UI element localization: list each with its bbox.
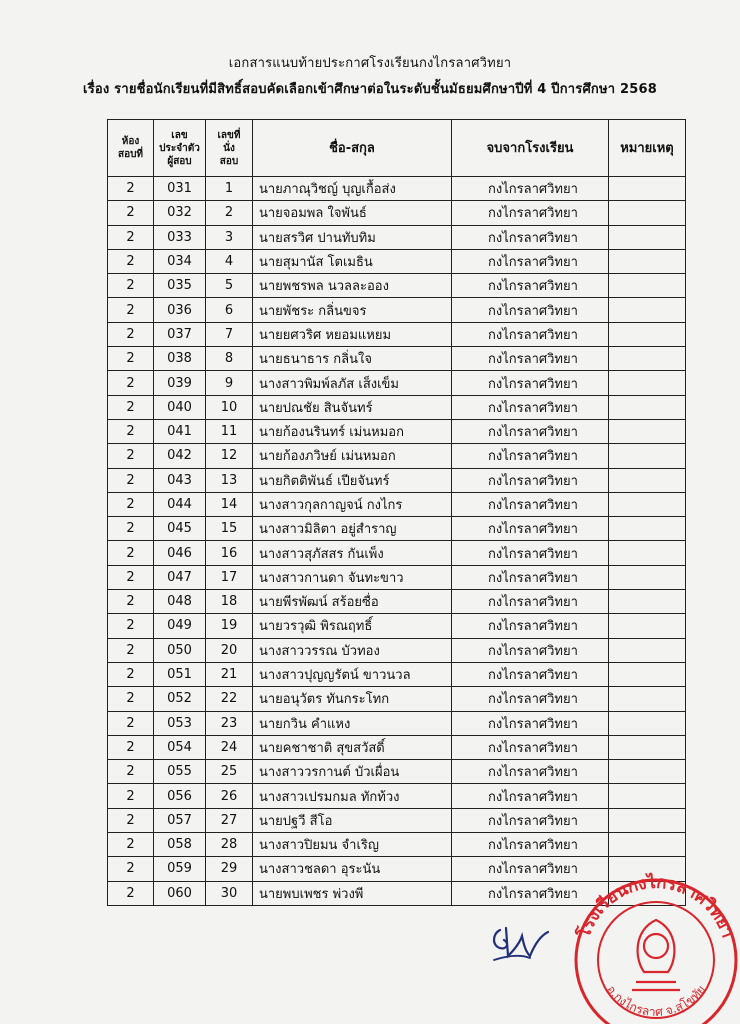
remark-cell	[609, 638, 686, 662]
stamp-bottom-text: อ.กงไกรลาศ จ.สุโขทัย	[603, 982, 709, 1019]
table-row	[108, 517, 686, 541]
exam-id-cell: 053	[154, 711, 206, 735]
exam-id-cell: 040	[154, 395, 206, 419]
table-row	[108, 249, 686, 273]
school-cell: กงไกรลาศวิทยา	[452, 274, 609, 298]
remark-cell	[609, 395, 686, 419]
exam-id-cell: 034	[154, 249, 206, 273]
exam-id-cell: 041	[154, 419, 206, 443]
svg-text:โรงเรียนกงไกรลาศวิทยา	[573, 872, 737, 941]
room-cell: 2	[108, 590, 154, 614]
remark-cell	[609, 492, 686, 516]
exam-id-cell: 048	[154, 590, 206, 614]
room-cell: 2	[108, 638, 154, 662]
school-cell: กงไกรลาศวิทยา	[452, 468, 609, 492]
school-cell: กงไกรลาศวิทยา	[452, 614, 609, 638]
seat-number-cell: 10	[206, 395, 253, 419]
room-cell: 2	[108, 711, 154, 735]
table-row	[108, 833, 686, 857]
room-cell: 2	[108, 517, 154, 541]
name-cell: นายธนาธาร กลิ่นใจ	[253, 347, 452, 371]
table-row	[108, 638, 686, 662]
table-row	[108, 274, 686, 298]
remark-cell	[609, 614, 686, 638]
exam-id-cell: 037	[154, 322, 206, 346]
exam-id-cell: 035	[154, 274, 206, 298]
table-row	[108, 201, 686, 225]
remark-cell	[609, 590, 686, 614]
seat-number-cell: 20	[206, 638, 253, 662]
name-cell: นายคชาชาติ สุขสวัสดิ์	[253, 735, 452, 759]
table-row	[108, 395, 686, 419]
header-exam-id: เลข ประจำตัว ผู้สอบ	[154, 120, 206, 177]
name-cell: นายพชรพล นวลละออง	[253, 274, 452, 298]
seat-number-cell: 17	[206, 565, 253, 589]
exam-id-cell: 052	[154, 687, 206, 711]
exam-id-cell: 036	[154, 298, 206, 322]
room-cell: 2	[108, 833, 154, 857]
seat-number-cell: 12	[206, 444, 253, 468]
name-cell: นางสาวพิมพ์ลภัส เส็งเข็ม	[253, 371, 452, 395]
seat-number-cell: 29	[206, 857, 253, 881]
seat-number-cell: 2	[206, 201, 253, 225]
name-cell: นางสาวปิยมน จำเริญ	[253, 833, 452, 857]
seat-number-cell: 21	[206, 662, 253, 686]
remark-cell	[609, 687, 686, 711]
name-cell: นางสาววรรณ บัวทอง	[253, 638, 452, 662]
seat-number-cell: 6	[206, 298, 253, 322]
school-cell: กงไกรลาศวิทยา	[452, 177, 609, 201]
seat-number-cell: 19	[206, 614, 253, 638]
name-cell: นายพบเพชร พ่วงพี	[253, 881, 452, 905]
stamp-top-text: โรงเรียนกงไกรลาศวิทยา	[574, 872, 738, 941]
exam-id-cell: 049	[154, 614, 206, 638]
school-cell: กงไกรลาศวิทยา	[452, 371, 609, 395]
remark-cell	[609, 201, 686, 225]
name-cell: นางสาววรกานต์ บัวเผื่อน	[253, 760, 452, 784]
table-row	[108, 662, 686, 686]
header-previous-school: จบจากโรงเรียน	[452, 120, 609, 177]
remark-cell	[609, 517, 686, 541]
room-cell: 2	[108, 371, 154, 395]
school-cell: กงไกรลาศวิทยา	[452, 395, 609, 419]
exam-id-cell: 039	[154, 371, 206, 395]
room-cell: 2	[108, 857, 154, 881]
table-row	[108, 614, 686, 638]
seat-number-cell: 9	[206, 371, 253, 395]
name-cell: นายกวิน คำแหง	[253, 711, 452, 735]
seat-number-cell: 8	[206, 347, 253, 371]
table-row	[108, 371, 686, 395]
name-cell: นางสาวกุลกาญจน์ กงไกร	[253, 492, 452, 516]
remark-cell	[609, 711, 686, 735]
remark-cell	[609, 225, 686, 249]
name-cell: นางสาวชลดา อุระนัน	[253, 857, 452, 881]
table-row	[108, 322, 686, 346]
exam-id-cell: 042	[154, 444, 206, 468]
school-cell: กงไกรลาศวิทยา	[452, 444, 609, 468]
seat-number-cell: 15	[206, 517, 253, 541]
school-cell: กงไกรลาศวิทยา	[452, 760, 609, 784]
exam-id-cell: 058	[154, 833, 206, 857]
school-cell: กงไกรลาศวิทยา	[452, 784, 609, 808]
table-row	[108, 808, 686, 832]
header-seat-number: เลขที่ นั่ง สอบ	[206, 120, 253, 177]
header-remarks: หมายเหตุ	[609, 120, 686, 177]
signature	[486, 912, 576, 972]
school-cell: กงไกรลาศวิทยา	[452, 249, 609, 273]
remark-cell	[609, 808, 686, 832]
school-cell: กงไกรลาศวิทยา	[452, 638, 609, 662]
remark-cell	[609, 760, 686, 784]
svg-text:อ.กงไกรลาศ จ.สุโขทัย	[604, 983, 709, 1019]
remark-cell	[609, 177, 686, 201]
school-cell: กงไกรลาศวิทยา	[452, 322, 609, 346]
remark-cell	[609, 322, 686, 346]
remark-cell	[609, 274, 686, 298]
room-cell: 2	[108, 687, 154, 711]
table-row	[108, 419, 686, 443]
remark-cell	[609, 419, 686, 443]
room-cell: 2	[108, 322, 154, 346]
remark-cell	[609, 371, 686, 395]
school-cell: กงไกรลาศวิทยา	[452, 298, 609, 322]
seat-number-cell: 22	[206, 687, 253, 711]
name-cell: นายพัชระ กลิ่นขจร	[253, 298, 452, 322]
room-cell: 2	[108, 298, 154, 322]
exam-id-cell: 060	[154, 881, 206, 905]
remark-cell	[609, 735, 686, 759]
name-cell: นายสรวิศ ปานทับทิม	[253, 225, 452, 249]
seat-number-cell: 18	[206, 590, 253, 614]
name-cell: นางสาวเปรมกมล ทักท้วง	[253, 784, 452, 808]
exam-id-cell: 054	[154, 735, 206, 759]
school-cell: กงไกรลาศวิทยา	[452, 419, 609, 443]
exam-id-cell: 056	[154, 784, 206, 808]
room-cell: 2	[108, 419, 154, 443]
table-row	[108, 760, 686, 784]
remark-cell	[609, 541, 686, 565]
table-row	[108, 735, 686, 759]
exam-id-cell: 055	[154, 760, 206, 784]
remark-cell	[609, 833, 686, 857]
exam-id-cell: 050	[154, 638, 206, 662]
table-row	[108, 298, 686, 322]
school-cell: กงไกรลาศวิทยา	[452, 541, 609, 565]
room-cell: 2	[108, 565, 154, 589]
room-cell: 2	[108, 735, 154, 759]
remark-cell	[609, 347, 686, 371]
name-cell: นางสาวสุภัสสร กันเพ็ง	[253, 541, 452, 565]
name-cell: นางสาวปุญญรัตน์ ขาวนวล	[253, 662, 452, 686]
school-cell: กงไกรลาศวิทยา	[452, 590, 609, 614]
table-body	[108, 177, 686, 906]
remark-cell	[609, 662, 686, 686]
table-row	[108, 492, 686, 516]
exam-id-cell: 046	[154, 541, 206, 565]
name-cell: นายภาณุวิชญ์ บุญเกื้อส่ง	[253, 177, 452, 201]
school-cell: กงไกรลาศวิทยา	[452, 808, 609, 832]
table-row	[108, 468, 686, 492]
name-cell: นางสาวกานดา จันทะขาว	[253, 565, 452, 589]
room-cell: 2	[108, 492, 154, 516]
name-cell: นายกิตติพันธ์ เปียจันทร์	[253, 468, 452, 492]
remark-cell	[609, 468, 686, 492]
school-cell: กงไกรลาศวิทยา	[452, 833, 609, 857]
table-row	[108, 784, 686, 808]
exam-id-cell: 033	[154, 225, 206, 249]
seat-number-cell: 16	[206, 541, 253, 565]
exam-id-cell: 043	[154, 468, 206, 492]
student-table	[107, 119, 686, 906]
seat-number-cell: 13	[206, 468, 253, 492]
name-cell: นายก้องนรินทร์ เม่นหมอก	[253, 419, 452, 443]
room-cell: 2	[108, 274, 154, 298]
room-cell: 2	[108, 249, 154, 273]
school-cell: กงไกรลาศวิทยา	[452, 735, 609, 759]
school-cell: กงไกรลาศวิทยา	[452, 347, 609, 371]
seat-number-cell: 26	[206, 784, 253, 808]
school-cell: กงไกรลาศวิทยา	[452, 225, 609, 249]
exam-id-cell: 044	[154, 492, 206, 516]
name-cell: นายปณชัย สินจันทร์	[253, 395, 452, 419]
table-row	[108, 225, 686, 249]
room-cell: 2	[108, 541, 154, 565]
name-cell: นายอนุวัตร ทันกระโทก	[253, 687, 452, 711]
school-cell: กงไกรลาศวิทยา	[452, 881, 609, 905]
room-cell: 2	[108, 614, 154, 638]
table-row	[108, 444, 686, 468]
school-cell: กงไกรลาศวิทยา	[452, 687, 609, 711]
room-cell: 2	[108, 808, 154, 832]
header-full-name: ชื่อ-สกุล	[253, 120, 452, 177]
name-cell: นายวรวุฒิ พิรณฤทธิ์	[253, 614, 452, 638]
seat-number-cell: 4	[206, 249, 253, 273]
table-row	[108, 177, 686, 201]
room-cell: 2	[108, 225, 154, 249]
seat-number-cell: 1	[206, 177, 253, 201]
emblem-icon	[632, 920, 680, 990]
room-cell: 2	[108, 201, 154, 225]
name-cell: นายก้องภวิษย์ เม่นหมอก	[253, 444, 452, 468]
seat-number-cell: 7	[206, 322, 253, 346]
exam-id-cell: 031	[154, 177, 206, 201]
school-cell: กงไกรลาศวิทยา	[452, 201, 609, 225]
table-row	[108, 711, 686, 735]
seat-number-cell: 27	[206, 808, 253, 832]
name-cell: นายจอมพล ใจพันธ์	[253, 201, 452, 225]
exam-id-cell: 047	[154, 565, 206, 589]
school-cell: กงไกรลาศวิทยา	[452, 662, 609, 686]
seat-number-cell: 5	[206, 274, 253, 298]
table-row	[108, 565, 686, 589]
room-cell: 2	[108, 444, 154, 468]
table-row	[108, 347, 686, 371]
name-cell: นายยศวริศ หยอมแหยม	[253, 322, 452, 346]
remark-cell	[609, 298, 686, 322]
room-cell: 2	[108, 347, 154, 371]
school-cell: กงไกรลาศวิทยา	[452, 492, 609, 516]
table-row	[108, 590, 686, 614]
exam-id-cell: 051	[154, 662, 206, 686]
school-cell: กงไกรลาศวิทยา	[452, 857, 609, 881]
school-cell: กงไกรลาศวิทยา	[452, 517, 609, 541]
school-seal-stamp	[572, 872, 740, 1024]
exam-id-cell: 059	[154, 857, 206, 881]
exam-id-cell: 032	[154, 201, 206, 225]
header-room: ห้อง สอบที่	[108, 120, 154, 177]
room-cell: 2	[108, 468, 154, 492]
school-cell: กงไกรลาศวิทยา	[452, 711, 609, 735]
remark-cell	[609, 784, 686, 808]
room-cell: 2	[108, 760, 154, 784]
exam-id-cell: 045	[154, 517, 206, 541]
exam-id-cell: 057	[154, 808, 206, 832]
name-cell: นายสุมานัส โตเมธิน	[253, 249, 452, 273]
document-title: เอกสารแนบท้ายประกาศโรงเรียนกงไกรลาศวิทยา	[228, 56, 512, 71]
seat-number-cell: 3	[206, 225, 253, 249]
seat-number-cell: 28	[206, 833, 253, 857]
seat-number-cell: 24	[206, 735, 253, 759]
seat-number-cell: 11	[206, 419, 253, 443]
seat-number-cell: 25	[206, 760, 253, 784]
exam-id-cell: 038	[154, 347, 206, 371]
name-cell: นายพีรพัฒน์ สร้อยซื่อ	[253, 590, 452, 614]
room-cell: 2	[108, 395, 154, 419]
seat-number-cell: 14	[206, 492, 253, 516]
remark-cell	[609, 565, 686, 589]
remark-cell	[609, 249, 686, 273]
document-subject: เรื่อง รายชื่อนักเรียนที่มีสิทธิ์สอบคัดเลือกเข้าศึกษาต่อในระดับชั้นมัธยมศึกษาปีที่ 4 ปีการศึกษา 2568	[83, 82, 657, 97]
room-cell: 2	[108, 177, 154, 201]
table-header-row	[108, 120, 686, 177]
seat-number-cell: 23	[206, 711, 253, 735]
school-cell: กงไกรลาศวิทยา	[452, 565, 609, 589]
name-cell: นายปฐวี สีโอ	[253, 808, 452, 832]
room-cell: 2	[108, 881, 154, 905]
table-row	[108, 687, 686, 711]
table-row	[108, 541, 686, 565]
room-cell: 2	[108, 662, 154, 686]
name-cell: นางสาวมิลิตา อยู่สำราญ	[253, 517, 452, 541]
remark-cell	[609, 444, 686, 468]
room-cell: 2	[108, 784, 154, 808]
seat-number-cell: 30	[206, 881, 253, 905]
